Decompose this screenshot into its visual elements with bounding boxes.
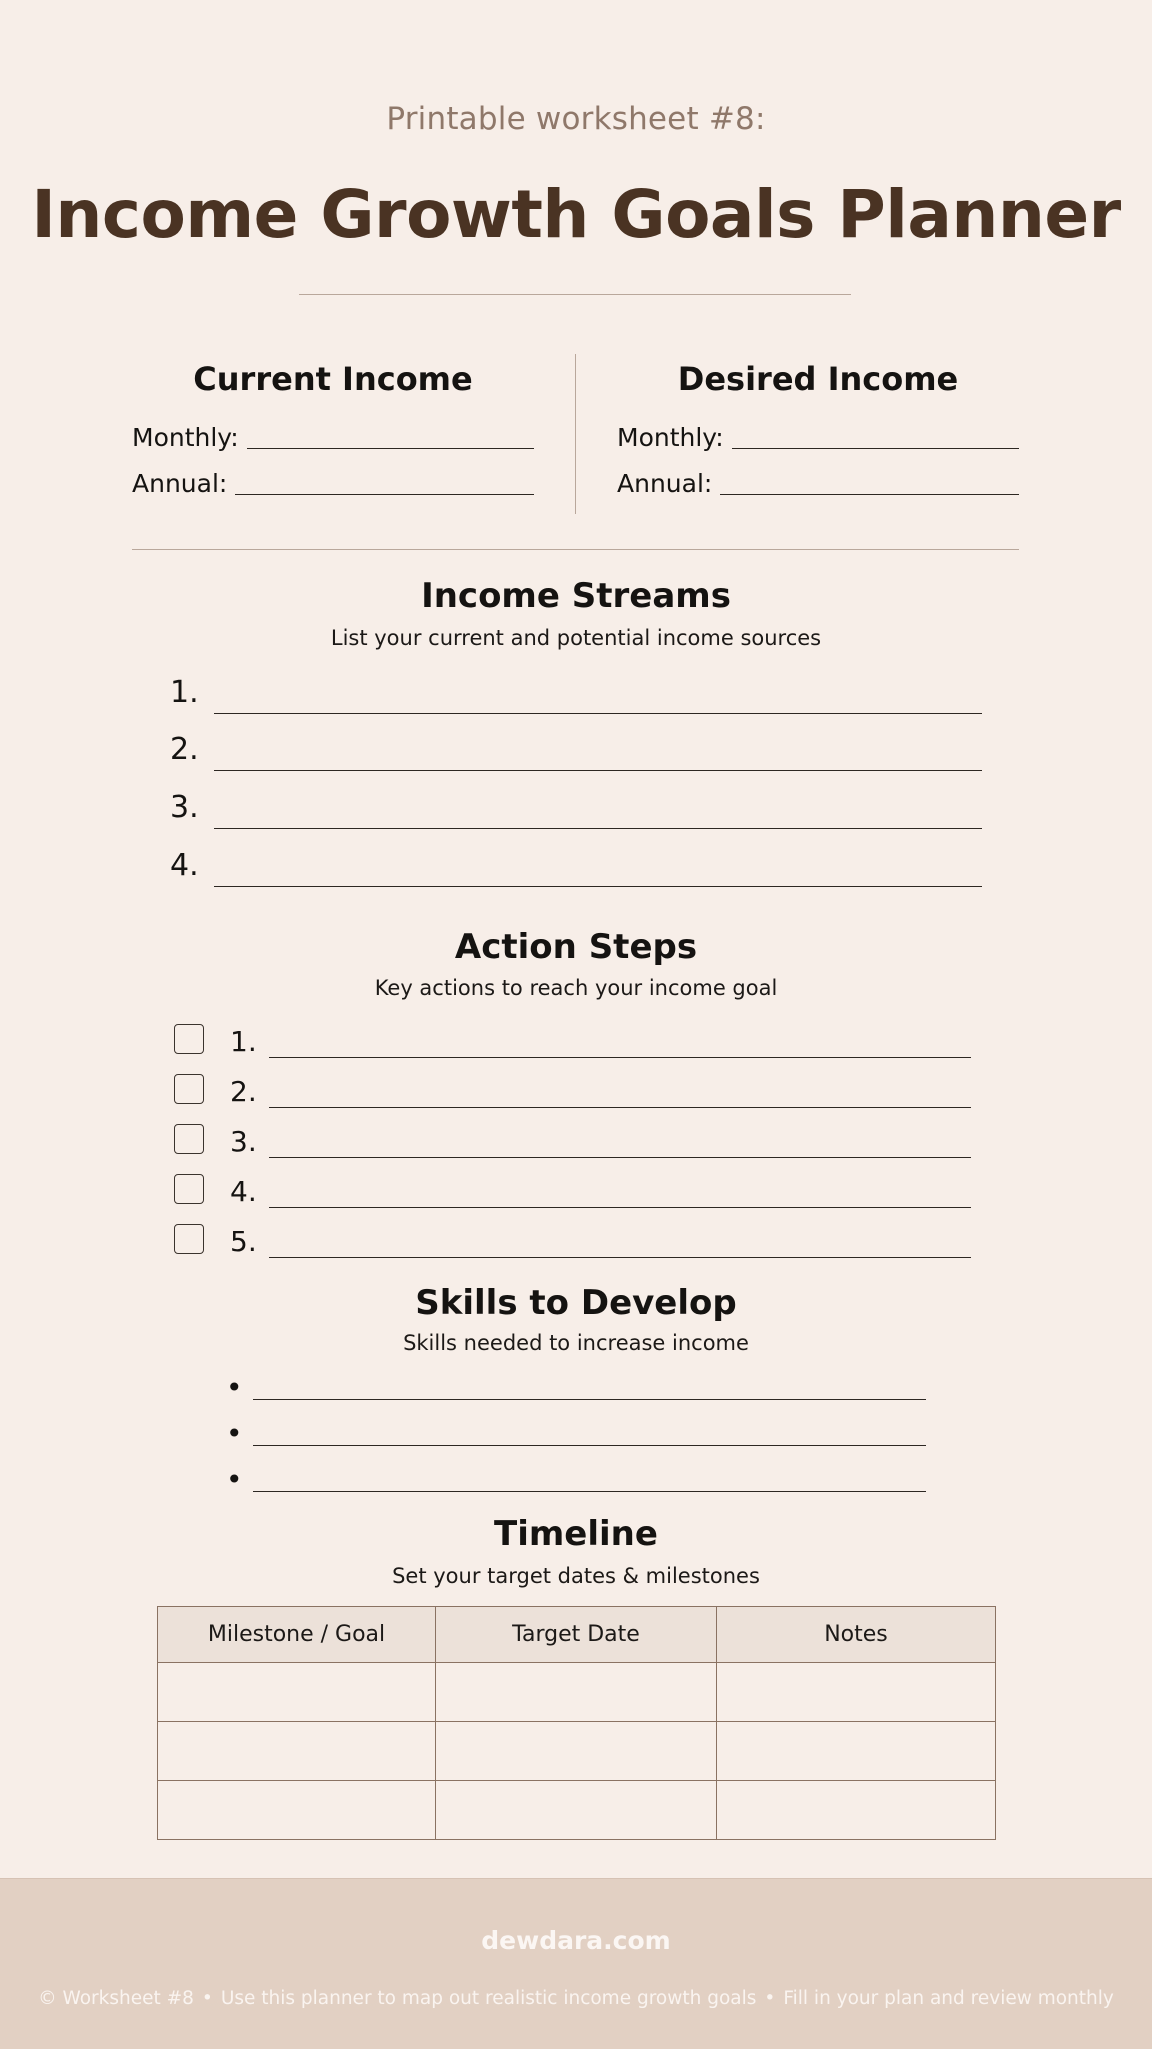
income-section-divider — [132, 549, 1019, 550]
action-step-checkbox[interactable] — [174, 1174, 204, 1204]
income-column-divider — [575, 354, 576, 514]
skill-row — [226, 1416, 926, 1450]
title-divider — [299, 294, 851, 295]
action-step-number: 3. — [230, 1125, 257, 1158]
skill-blank[interactable] — [253, 1445, 926, 1446]
current-income-section — [132, 355, 534, 499]
current-income-heading: Current Income — [193, 360, 473, 398]
action-step-checkbox[interactable] — [174, 1074, 204, 1104]
income-streams-heading: Income Streams — [421, 576, 731, 616]
timeline-subheading: Set your target dates & milestones — [392, 1564, 760, 1588]
target-date-cell[interactable] — [436, 1722, 717, 1781]
worksheet-kicker: Printable worksheet #8: — [386, 101, 766, 137]
table-row — [158, 1781, 996, 1840]
notes-cell[interactable] — [717, 1722, 996, 1781]
milestone-cell[interactable] — [158, 1781, 436, 1840]
stream-row[interactable] — [170, 789, 982, 829]
column-header-notes: Notes — [717, 1607, 996, 1663]
desired-income-heading: Desired Income — [677, 360, 959, 398]
stream-number: 1. — [170, 675, 199, 710]
footer — [0, 1878, 1152, 2049]
desired-annual-blank[interactable] — [720, 470, 1019, 495]
stream-number: 3. — [170, 790, 199, 825]
current-annual-label: Annual: — [132, 469, 228, 498]
stream-row[interactable] — [170, 674, 982, 714]
column-header-milestone: Milestone / Goal — [158, 1607, 436, 1663]
current-monthly-blank[interactable] — [247, 424, 534, 449]
current-monthly-label: Monthly: — [132, 423, 239, 452]
desired-monthly-label: Monthly: — [617, 423, 724, 452]
desired-annual-row — [617, 463, 1019, 499]
timeline-header-row — [158, 1607, 996, 1663]
action-step-row — [174, 1124, 971, 1158]
milestone-cell[interactable] — [158, 1722, 436, 1781]
current-monthly-row — [132, 417, 534, 453]
table-row — [158, 1663, 996, 1722]
action-step-row — [174, 1174, 971, 1208]
footer-note — [0, 1988, 1152, 2009]
stream-blank[interactable] — [214, 828, 982, 829]
timeline-heading: Timeline — [494, 1514, 658, 1554]
income-streams-subheading: List your current and potential income sources — [330, 626, 822, 650]
action-step-checkbox[interactable] — [174, 1224, 204, 1254]
stream-blank[interactable] — [214, 770, 982, 771]
current-annual-blank[interactable] — [235, 470, 534, 495]
desired-income-section — [617, 355, 1019, 499]
action-step-blank[interactable] — [269, 1257, 971, 1258]
table-row — [158, 1722, 996, 1781]
skills-heading: Skills to Develop — [415, 1283, 737, 1323]
stream-row[interactable] — [170, 847, 982, 887]
skill-blank[interactable] — [253, 1491, 926, 1492]
action-step-checkbox[interactable] — [174, 1024, 204, 1054]
action-step-row — [174, 1024, 971, 1058]
footer-instruction: Fill in your plan and review monthly — [783, 1988, 1114, 2009]
skill-blank[interactable] — [253, 1399, 926, 1400]
desired-annual-label: Annual: — [617, 469, 713, 498]
column-header-target-date: Target Date — [436, 1607, 717, 1663]
footer-description: Use this planner to map out realistic income growth goals — [220, 1988, 757, 2009]
action-step-number: 4. — [230, 1175, 257, 1208]
action-step-blank[interactable] — [269, 1207, 971, 1208]
action-step-number: 1. — [230, 1025, 257, 1058]
timeline-table — [157, 1606, 996, 1840]
action-step-blank[interactable] — [269, 1157, 971, 1158]
target-date-cell[interactable] — [436, 1663, 717, 1722]
action-step-row — [174, 1224, 971, 1258]
page-title: Income Growth Goals Planner — [31, 176, 1121, 253]
action-step-blank[interactable] — [269, 1107, 971, 1108]
skills-subheading: Skills needed to increase income — [403, 1331, 749, 1355]
desired-monthly-blank[interactable] — [732, 424, 1019, 449]
footer-copyright: © Worksheet #8 — [38, 1988, 194, 2009]
stream-number: 4. — [170, 848, 199, 883]
desired-monthly-row — [617, 417, 1019, 453]
footer-separator: • — [201, 1988, 213, 2009]
action-steps-heading: Action Steps — [454, 927, 698, 967]
action-step-row — [174, 1074, 971, 1108]
action-step-number: 5. — [230, 1225, 257, 1258]
action-step-blank[interactable] — [269, 1057, 971, 1058]
skill-row — [226, 1462, 926, 1496]
stream-row[interactable] — [170, 731, 982, 771]
action-step-number: 2. — [230, 1075, 257, 1108]
notes-cell[interactable] — [717, 1781, 996, 1840]
action-step-checkbox[interactable] — [174, 1124, 204, 1154]
skill-row — [226, 1370, 926, 1404]
current-annual-row — [132, 463, 534, 499]
bullet-icon: • — [226, 1463, 243, 1496]
footer-separator: • — [764, 1988, 776, 2009]
bullet-icon: • — [226, 1417, 243, 1450]
stream-blank[interactable] — [214, 886, 982, 887]
footer-site-name: dewdara.com — [481, 1926, 671, 1955]
stream-number: 2. — [170, 732, 199, 767]
stream-blank[interactable] — [214, 713, 982, 714]
milestone-cell[interactable] — [158, 1663, 436, 1722]
target-date-cell[interactable] — [436, 1781, 717, 1840]
notes-cell[interactable] — [717, 1663, 996, 1722]
bullet-icon: • — [226, 1371, 243, 1404]
action-steps-subheading: Key actions to reach your income goal — [374, 976, 778, 1000]
